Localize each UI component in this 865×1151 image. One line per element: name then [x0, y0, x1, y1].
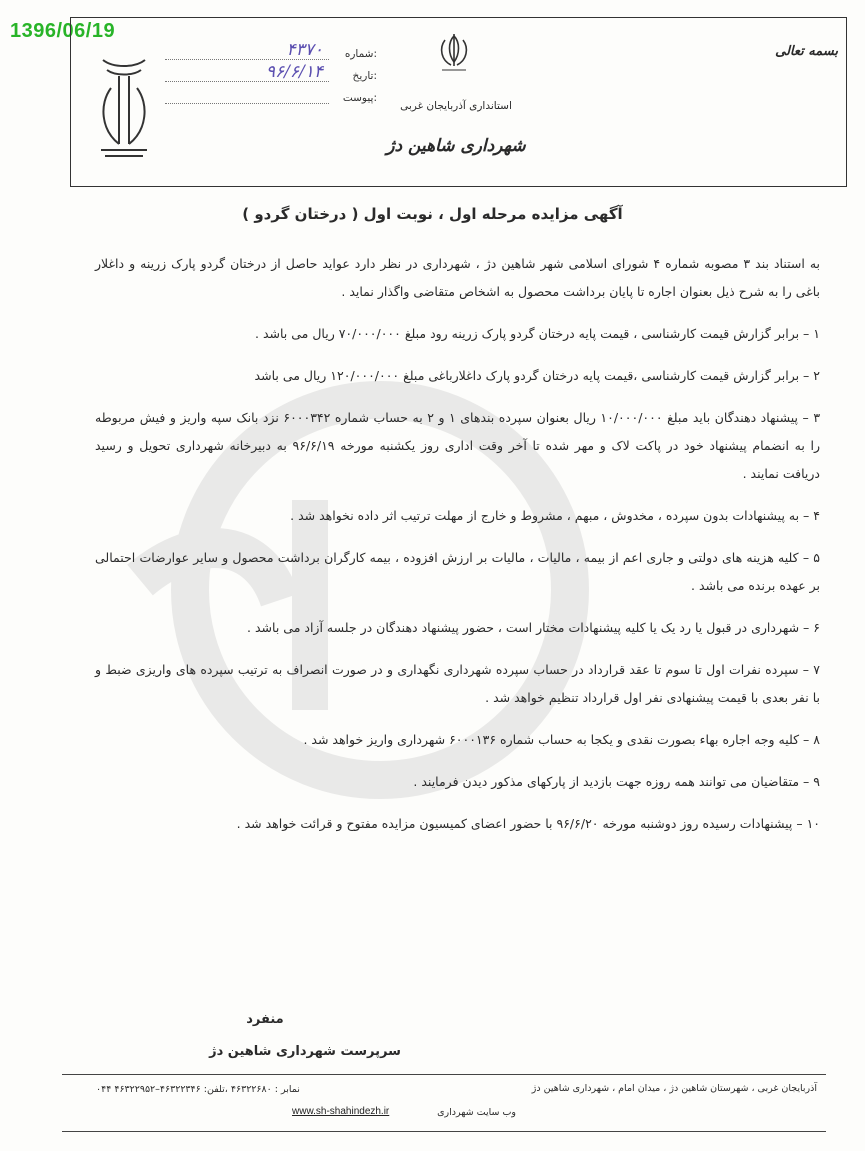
signer-name: منفرد: [246, 1012, 284, 1027]
clause-4: ۴ – به پیشنهادات بدون سپرده ، مخدوش ، مبهم ، مشروط و خارج از مهلت ترتیب اثر داده نخواهد شد .: [290, 508, 820, 523]
attachment-row: [165, 82, 377, 104]
date-row: [165, 60, 377, 82]
letterhead: [70, 17, 847, 187]
signer-title: سرپرست شهرداری شاهین دژ: [209, 1044, 401, 1059]
clause-7: ۷ – سپرده نفرات اول تا سوم تا عقد قرارداد در حساب سپرده شهرداری نگهداری و در صورت انصراف به ترتیب سپرده های واریزی ضبط و با نفر بعدی با قیمت پیشنهادی نفر اول قرارداد تنظیم خواهد شد .: [95, 662, 820, 705]
clause-9: ۹ – متقاضیان می توانند همه روزه جهت بازدید از پارکهای مذکور دیدن فرمایند .: [413, 774, 820, 789]
municipality-name: شهرداری شاهین دژ: [386, 136, 526, 156]
number-value: ۴۳۷۰: [165, 42, 329, 60]
clause-5: ۵ – کلیه هزینه های دولتی و جاری اعم از بیمه ، مالیات ، مالیات بر ارزش افزوده ، بیمه کارگران برداشت محصول و سایر عوارضات احتمالی بر عهده برنده می باشد .: [95, 550, 820, 593]
number-row: [165, 38, 377, 60]
clause-2: ۲ – برابر گزارش قیمت کارشناسی ،قیمت پایه درختان گردو پارک داغلارباغی مبلغ ۱۲۰/۰۰۰/۰۰۰ ریال می باشد: [254, 368, 820, 383]
iran-emblem-icon: [434, 32, 474, 74]
clause-6: ۶ – شهرداری در قبول یا رد یک یا کلیه پیشنهادات مختار است ، حضور پیشنهاد دهندگان در جلسه آزاد می باشد .: [247, 620, 820, 635]
clause-3: ۳ – پیشنهاد دهندگان باید مبلغ ۱۰/۰۰۰/۰۰۰ ریال بعنوان سپرده بندهای ۱ و ۲ به حساب شماره ۶۰۰۰۳۴۲ نزد بانک سپه واریز و فیش مربوطه را به انضمام پیشنهاد خود در پاکت لاک و مهر شده تا آخر وقت اداری روز یکشنبه مورخه ۹۶/۶/۱۹ به دبیرخانه شهرداری تحویل و رسید دریافت نمایند .: [95, 410, 821, 481]
letter-meta: [165, 38, 377, 104]
notice-body: [95, 250, 820, 852]
footer-phones: نمابر : ۴۶۳۲۲۶۸۰ ،تلفن: ۴۶۳۲۲۳۴۶–۴۶۳۲۲۹۵۲ ۰۴۴: [96, 1084, 300, 1095]
clause-1: ۱ – برابر گزارش قیمت کارشناسی ، قیمت پایه درختان گردو پارک زرینه رود مبلغ ۷۰/۰۰۰/۰۰۰ ریال می باشد .: [255, 326, 820, 341]
attachment-label: پیوست:: [342, 92, 377, 104]
clause-8: ۸ – کلیه وجه اجاره بهاء بصورت نقدی و یکجا به حساب شماره ۶۰۰۰۱۳۶ شهرداری واریز خواهد شد .: [303, 732, 820, 747]
date-value: ۹۶/۶/۱۴: [165, 64, 329, 82]
footer-website-link[interactable]: www.sh-shahindezh.ir: [292, 1106, 390, 1117]
municipality-logo: [89, 54, 159, 164]
intro-paragraph: به استناد بند ۳ مصوبه شماره ۴ شورای اسلامی شهر شاهین دژ ، شهرداری در نظر دارد عواید حاصل از درختان گردو پارک زرینه و داغلار باغی را به شرح ذیل بعنوان اجاره تا پایان برداشت محصول به اشخاص متقاضی واگذار نماید .: [95, 256, 820, 299]
clause-10: ۱۰ – پیشنهادات رسیده روز دوشنبه مورخه ۹۶/۶/۲۰ با حضور اعضای کمیسیون مزایده مفتوح و قرائت خواهد شد .: [236, 816, 820, 831]
date-label: تاریخ:: [352, 70, 377, 82]
governorate-name: استانداری آذربایجان غربی: [400, 100, 512, 112]
stamp-date: 1396/06/19: [10, 20, 116, 42]
footer: [62, 1074, 826, 1132]
footer-address: آذربایجان غربی ، شهرستان شاهین دژ ، میدان امام ، شهرداری شاهین دژ: [531, 1083, 817, 1094]
footer-website-label: وب سایت شهرداری: [437, 1107, 516, 1118]
basmala: بسمه تعالی: [775, 44, 838, 59]
notice-title: آگهی مزایده مرحله اول ، نوبت اول ( درختان گردو ): [242, 205, 623, 223]
number-label: شماره:: [344, 48, 377, 60]
attachment-value: [165, 86, 329, 104]
